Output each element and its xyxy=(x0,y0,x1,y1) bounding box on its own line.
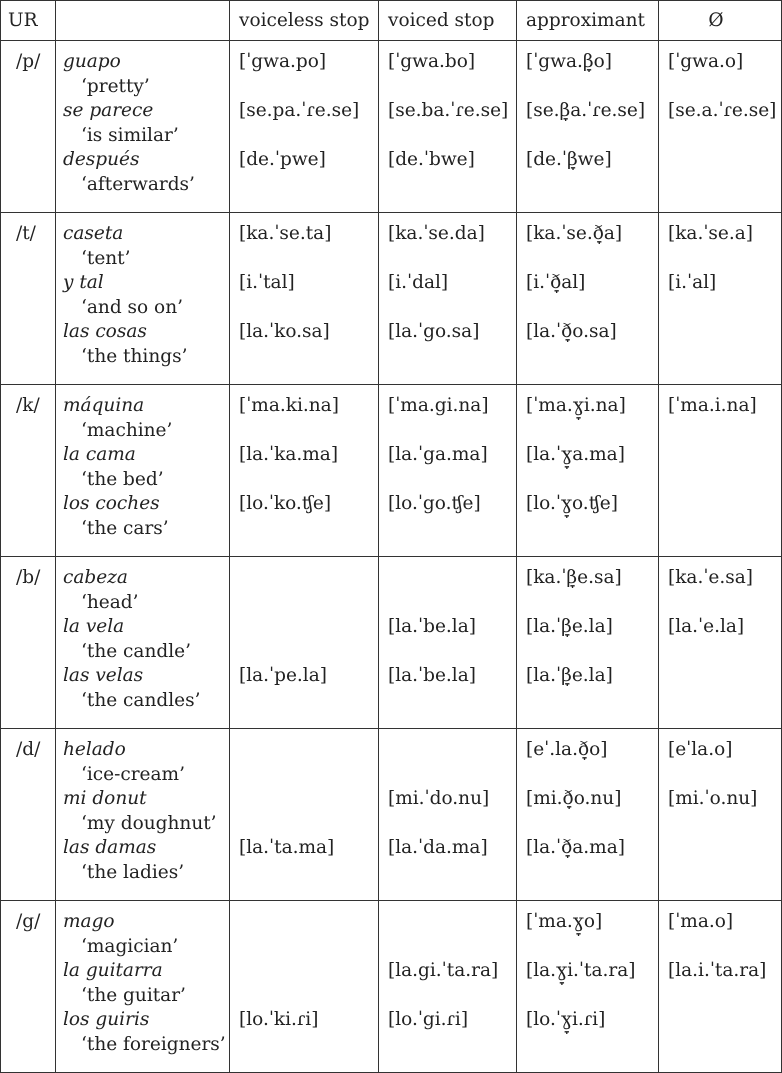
approximant-form: [la.ˈβ̞e.la] xyxy=(526,616,613,637)
example-entry xyxy=(63,664,229,713)
null-form: [se.a.ˈɾe.se] xyxy=(668,100,777,121)
voiceless-stop-form: [la.ˈpe.la] xyxy=(239,665,327,686)
null-form xyxy=(668,492,781,541)
null-form: [mi.ˈo.nu] xyxy=(668,788,758,809)
null-form: [ka.ˈse.a] xyxy=(668,223,753,244)
spanish-word: las damas xyxy=(63,837,157,858)
approximant-form: [la.ˈɣ̞a.ma] xyxy=(526,444,625,465)
english-gloss: ‘the candles’ xyxy=(81,689,201,711)
approximant-form: [mi.ð̞o.nu] xyxy=(526,788,622,809)
voiceless-stop-form-cell xyxy=(230,41,379,213)
example-entry xyxy=(63,492,229,541)
spanish-word: y tal xyxy=(63,272,104,293)
voiceless-stop-form-cell xyxy=(230,901,379,1073)
voiceless-stop-form: [i.ˈtal] xyxy=(239,272,295,293)
voiceless-stop-form xyxy=(239,910,378,959)
voiced-stop-form-cell xyxy=(379,213,517,385)
example-entry xyxy=(63,836,229,885)
voiceless-stop-form xyxy=(239,787,378,836)
table-row xyxy=(1,901,782,1073)
approximant-form: [ka.ˈβ̞e.sa] xyxy=(526,567,622,588)
header-voiceless-stop: voiceless stop xyxy=(230,1,379,41)
example-entry xyxy=(63,394,229,443)
voiceless-stop-form: [ˈma.ki.na] xyxy=(239,395,339,416)
voiceless-stop-form: [la.ˈta.ma] xyxy=(239,837,335,858)
example-words-cell xyxy=(56,385,230,557)
approximant-form: [ka.ˈse.ð̞a] xyxy=(526,223,623,244)
english-gloss: ‘ice-cream’ xyxy=(81,763,185,785)
null-form xyxy=(668,443,781,492)
example-words-cell xyxy=(56,213,230,385)
null-form xyxy=(668,148,781,197)
english-gloss: ‘head’ xyxy=(81,591,139,613)
approximant-form: [eˈ.la.ð̞o] xyxy=(526,739,608,760)
approximant-form: [ˈgwa.β̞o] xyxy=(526,51,612,72)
spanish-word: caseta xyxy=(63,223,124,244)
voiced-stop-form xyxy=(388,910,516,959)
table-row xyxy=(1,557,782,729)
spanish-word: la cama xyxy=(63,444,136,465)
spanish-word: las velas xyxy=(63,665,144,686)
header-word xyxy=(56,1,230,41)
voiceless-stop-form: [lo.ˈko.ʧe] xyxy=(239,493,332,514)
underlying-representation: /g/ xyxy=(1,901,56,1073)
english-gloss: ‘is similar’ xyxy=(81,124,179,146)
spanish-word: mago xyxy=(63,911,115,932)
english-gloss: ‘the things’ xyxy=(81,345,188,367)
voiced-stop-form: [mi.ˈdo.nu] xyxy=(388,788,490,809)
null-form: [i.ˈal] xyxy=(668,272,717,293)
voiceless-stop-form: [se.pa.ˈɾe.se] xyxy=(239,100,360,121)
voiced-stop-form: [la.ˈgo.sa] xyxy=(388,321,480,342)
approximant-form-cell xyxy=(517,41,659,213)
voiceless-stop-form: [la.ˈko.sa] xyxy=(239,321,330,342)
spanish-word: la vela xyxy=(63,616,125,637)
spanish-word: mi donut xyxy=(63,788,147,809)
english-gloss: ‘afterwards’ xyxy=(81,173,195,195)
voiced-stop-form: [de.ˈbwe] xyxy=(388,149,475,170)
example-entry xyxy=(63,787,229,836)
example-entry xyxy=(63,99,229,148)
voiceless-stop-form-cell xyxy=(230,557,379,729)
header-voiced-stop: voiced stop xyxy=(379,1,517,41)
voiceless-stop-form-cell xyxy=(230,385,379,557)
approximant-form: [la.ˈβ̞e.la] xyxy=(526,665,613,686)
english-gloss: ‘the bed’ xyxy=(81,468,164,490)
table-body xyxy=(1,41,782,1073)
voiced-stop-form: [lo.ˈgi.ɾi] xyxy=(388,1009,469,1030)
approximant-form: [ˈma.ɣ̞o] xyxy=(526,911,603,932)
approximant-form: [de.ˈβ̞we] xyxy=(526,149,612,170)
voiced-stop-form-cell xyxy=(379,557,517,729)
null-form: [ka.ˈe.sa] xyxy=(668,567,753,588)
null-form-cell xyxy=(659,557,782,729)
table-row xyxy=(1,213,782,385)
english-gloss: ‘pretty’ xyxy=(81,75,150,97)
example-entry xyxy=(63,148,229,197)
approximant-form: [la.ˈð̞o.sa] xyxy=(526,321,617,342)
voiced-stop-form-cell xyxy=(379,729,517,901)
null-form xyxy=(668,836,781,885)
table-row xyxy=(1,41,782,213)
example-words-cell xyxy=(56,901,230,1073)
english-gloss: ‘my doughnut’ xyxy=(81,812,217,834)
voiceless-stop-form: [lo.ˈki.ɾi] xyxy=(239,1009,319,1030)
spanish-word: las cosas xyxy=(63,321,147,342)
voiced-stop-form xyxy=(388,566,516,615)
voiced-stop-form-cell xyxy=(379,901,517,1073)
null-form-cell xyxy=(659,385,782,557)
null-form-cell xyxy=(659,213,782,385)
null-form: [eˈla.o] xyxy=(668,739,733,760)
approximant-form: [se.β̞a.ˈɾe.se] xyxy=(526,100,646,121)
null-form: [ˈma.i.na] xyxy=(668,395,757,416)
approximant-form-cell xyxy=(517,729,659,901)
table-row xyxy=(1,729,782,901)
example-entry xyxy=(63,566,229,615)
voiceless-stop-form xyxy=(239,566,378,615)
approximant-form-cell xyxy=(517,213,659,385)
example-words-cell xyxy=(56,729,230,901)
spanish-word: después xyxy=(63,149,140,170)
null-form xyxy=(668,320,781,369)
approximant-form: [la.ˈð̞a.ma] xyxy=(526,837,625,858)
english-gloss: ‘the ladies’ xyxy=(81,861,185,883)
voiced-stop-form: [ka.ˈse.da] xyxy=(388,223,485,244)
voiceless-stop-form-cell xyxy=(230,213,379,385)
null-form: [ˈgwa.o] xyxy=(668,51,744,72)
voiced-stop-form xyxy=(388,738,516,787)
english-gloss: ‘the cars’ xyxy=(81,517,169,539)
underlying-representation: /d/ xyxy=(1,729,56,901)
underlying-representation: /p/ xyxy=(1,41,56,213)
voiceless-stop-form: [ka.ˈse.ta] xyxy=(239,223,332,244)
null-form xyxy=(668,664,781,713)
example-entry xyxy=(63,738,229,787)
english-gloss: ‘magician’ xyxy=(81,935,179,957)
example-entry xyxy=(63,443,229,492)
example-entry xyxy=(63,271,229,320)
spanish-word: la guitarra xyxy=(63,960,163,981)
spanish-word: helado xyxy=(63,739,126,760)
underlying-representation: /b/ xyxy=(1,557,56,729)
english-gloss: ‘machine’ xyxy=(81,419,173,441)
voiced-stop-form: [se.ba.ˈɾe.se] xyxy=(388,100,509,121)
underlying-representation: /k/ xyxy=(1,385,56,557)
approximant-form-cell xyxy=(517,557,659,729)
header-null: Ø xyxy=(659,1,782,41)
null-form-cell xyxy=(659,901,782,1073)
approximant-form: [la.ɣ̞i.ˈta.ra] xyxy=(526,960,636,981)
underlying-representation: /t/ xyxy=(1,213,56,385)
voiced-stop-form: [la.ˈga.ma] xyxy=(388,444,488,465)
english-gloss: ‘tent’ xyxy=(81,247,131,269)
spanish-word: los guiris xyxy=(63,1009,150,1030)
example-entry xyxy=(63,615,229,664)
voiceless-stop-form-cell xyxy=(230,729,379,901)
example-entry xyxy=(63,222,229,271)
approximant-form-cell xyxy=(517,901,659,1073)
voiced-stop-form: [la.ˈda.ma] xyxy=(388,837,488,858)
example-entry xyxy=(63,320,229,369)
header-ur: UR xyxy=(1,1,56,41)
approximant-form: [lo.ˈɣ̞o.ʧe] xyxy=(526,493,618,514)
null-form-cell xyxy=(659,729,782,901)
voiced-stop-form-cell xyxy=(379,41,517,213)
spanish-word: guapo xyxy=(63,51,121,72)
voiced-stop-form: [la.ˈbe.la] xyxy=(388,616,476,637)
approximant-form: [ˈma.ɣ̞i.na] xyxy=(526,395,626,416)
english-gloss: ‘the candle’ xyxy=(81,640,191,662)
voiced-stop-form: [ˈma.gi.na] xyxy=(388,395,489,416)
spanish-word: máquina xyxy=(63,395,145,416)
voiceless-stop-form xyxy=(239,738,378,787)
approximant-form: [i.ˈð̞al] xyxy=(526,272,586,293)
spanish-word: se parece xyxy=(63,100,154,121)
null-form-cell xyxy=(659,41,782,213)
example-entry xyxy=(63,910,229,959)
null-form: [la.i.ˈta.ra] xyxy=(668,960,767,981)
header-approximant: approximant xyxy=(517,1,659,41)
voiced-stop-form: [la.gi.ˈta.ra] xyxy=(388,960,499,981)
voiceless-stop-form: [de.ˈpwe] xyxy=(239,149,326,170)
example-words-cell xyxy=(56,557,230,729)
approximant-form-cell xyxy=(517,385,659,557)
approximant-form: [lo.ˈɣ̞i.ɾi] xyxy=(526,1009,606,1030)
null-form xyxy=(668,1008,781,1057)
voiceless-stop-form xyxy=(239,615,378,664)
null-form: [ˈma.o] xyxy=(668,911,734,932)
english-gloss: ‘and so on’ xyxy=(81,296,183,318)
example-words-cell xyxy=(56,41,230,213)
example-entry xyxy=(63,50,229,99)
null-form: [la.ˈe.la] xyxy=(668,616,745,637)
english-gloss: ‘the guitar’ xyxy=(81,984,186,1006)
spanish-word: los coches xyxy=(63,493,160,514)
voiceless-stop-form: [ˈgwa.po] xyxy=(239,51,327,72)
example-entry xyxy=(63,959,229,1008)
voiced-stop-form: [lo.ˈgo.ʧe] xyxy=(388,493,481,514)
voiced-stop-form: [la.ˈbe.la] xyxy=(388,665,476,686)
voiced-stop-form: [i.ˈdal] xyxy=(388,272,449,293)
english-gloss: ‘the foreigners’ xyxy=(81,1033,226,1055)
voiceless-stop-form xyxy=(239,959,378,1008)
spanish-word: cabeza xyxy=(63,567,128,588)
voiced-stop-form-cell xyxy=(379,385,517,557)
voiced-stop-form: [ˈgwa.bo] xyxy=(388,51,476,72)
table-row xyxy=(1,385,782,557)
example-entry xyxy=(63,1008,229,1057)
voiceless-stop-form: [la.ˈka.ma] xyxy=(239,444,339,465)
header-row xyxy=(1,1,782,41)
